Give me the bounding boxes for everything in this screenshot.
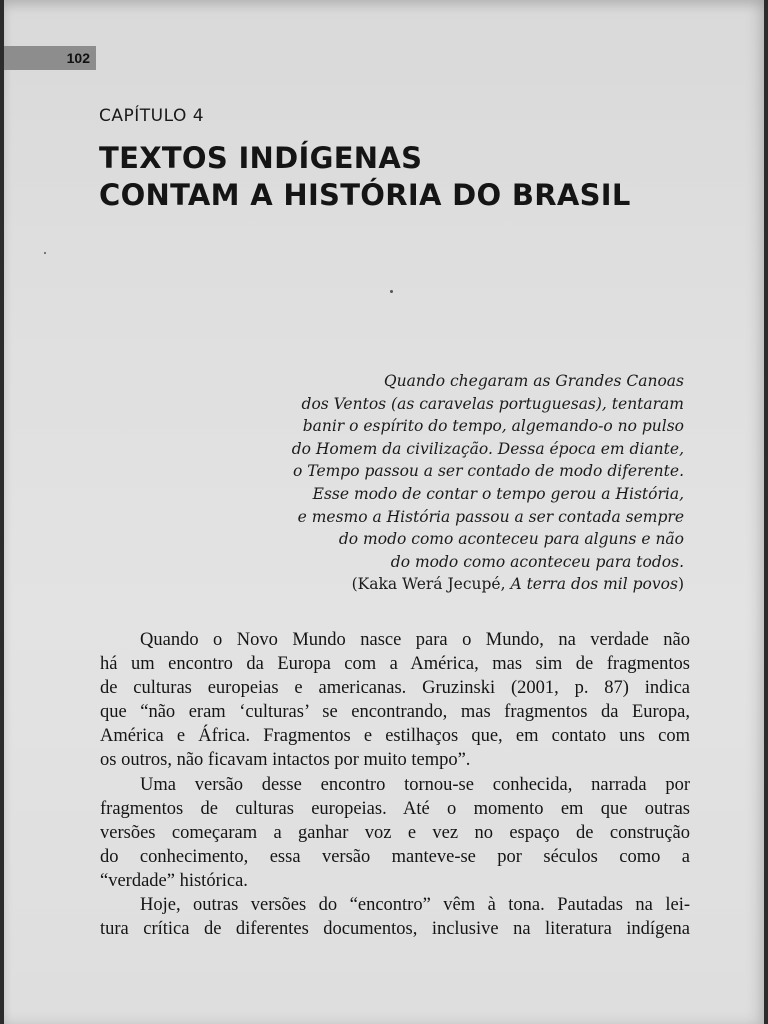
epigraph-line: do modo como aconteceu para todos. (390, 552, 684, 571)
page-number: 102 (4, 46, 96, 70)
epigraph (224, 370, 684, 573)
chapter-title (99, 140, 631, 214)
epigraph-line: do Homem da civilização. Dessa época em diante, (291, 439, 684, 458)
epigraph-line: banir o espírito do tempo, algemando-o no pulso (302, 417, 684, 436)
attribution-book-title: A terra dos mil povos (510, 575, 678, 593)
body-line: versões começaram a ganhar voz e vez no espaço de construção (100, 822, 690, 843)
epigraph-attribution (352, 575, 684, 593)
body-line: os outros, não ficavam intactos por muito tempo”. (100, 750, 471, 771)
body-line: “verdade” histórica. (100, 870, 248, 891)
body-line: fragmentos de culturas europeias. Até o momento em que outras (100, 798, 690, 819)
body-line: Quando o Novo Mundo nasce para o Mundo, na verdade não (140, 630, 690, 650)
body-line: tura crítica de diferentes documentos, inclusive na literatura indígena (100, 919, 690, 940)
speck (44, 252, 46, 254)
speck (390, 290, 393, 293)
body-line: do conhecimento, essa versão manteve-se por séculos como a (100, 846, 690, 867)
epigraph-line: do modo como aconteceu para alguns e não (338, 530, 684, 549)
body-line: de culturas europeias e americanas. Gruzinski (2001, p. 87) indica (100, 678, 690, 699)
epigraph-line: e mesmo a História passou a ser contada sempre (297, 507, 684, 526)
chapter-title-line-1: TEXTOS INDÍGENAS (99, 141, 423, 175)
body-line: que “não eram ‘culturas’ se encontrando, mas fragmentos da Europa, (100, 702, 690, 723)
body-text (100, 628, 690, 941)
chapter-title-line-2: CONTAM A HISTÓRIA DO BRASIL (99, 178, 631, 212)
chapter-label: CAPÍTULO 4 (99, 106, 205, 126)
epigraph-line: Esse modo de contar o tempo gerou a História, (312, 484, 684, 503)
body-line: Hoje, outras versões do “encontro” vêm à tona. Pautadas na lei- (140, 895, 690, 916)
attribution-close: ) (677, 575, 684, 593)
body-line: América e África. Fragmentos e estilhaços que, em contato uns com (100, 726, 690, 747)
body-line: há um encontro da Europa com a América, mas sim de fragmentos (100, 654, 690, 675)
epigraph-line: o Tempo passou a ser contado de modo diferente. (293, 462, 684, 481)
book-page (4, 0, 764, 1024)
attribution-author: (Kaka Werá Jecupé, (351, 575, 511, 593)
epigraph-line: Quando chegaram as Grandes Canoas (383, 372, 684, 390)
epigraph-line: dos Ventos (as caravelas portuguesas), tentaram (301, 394, 684, 413)
body-line: Uma versão desse encontro tornou-se conhecida, narrada por (140, 774, 690, 795)
